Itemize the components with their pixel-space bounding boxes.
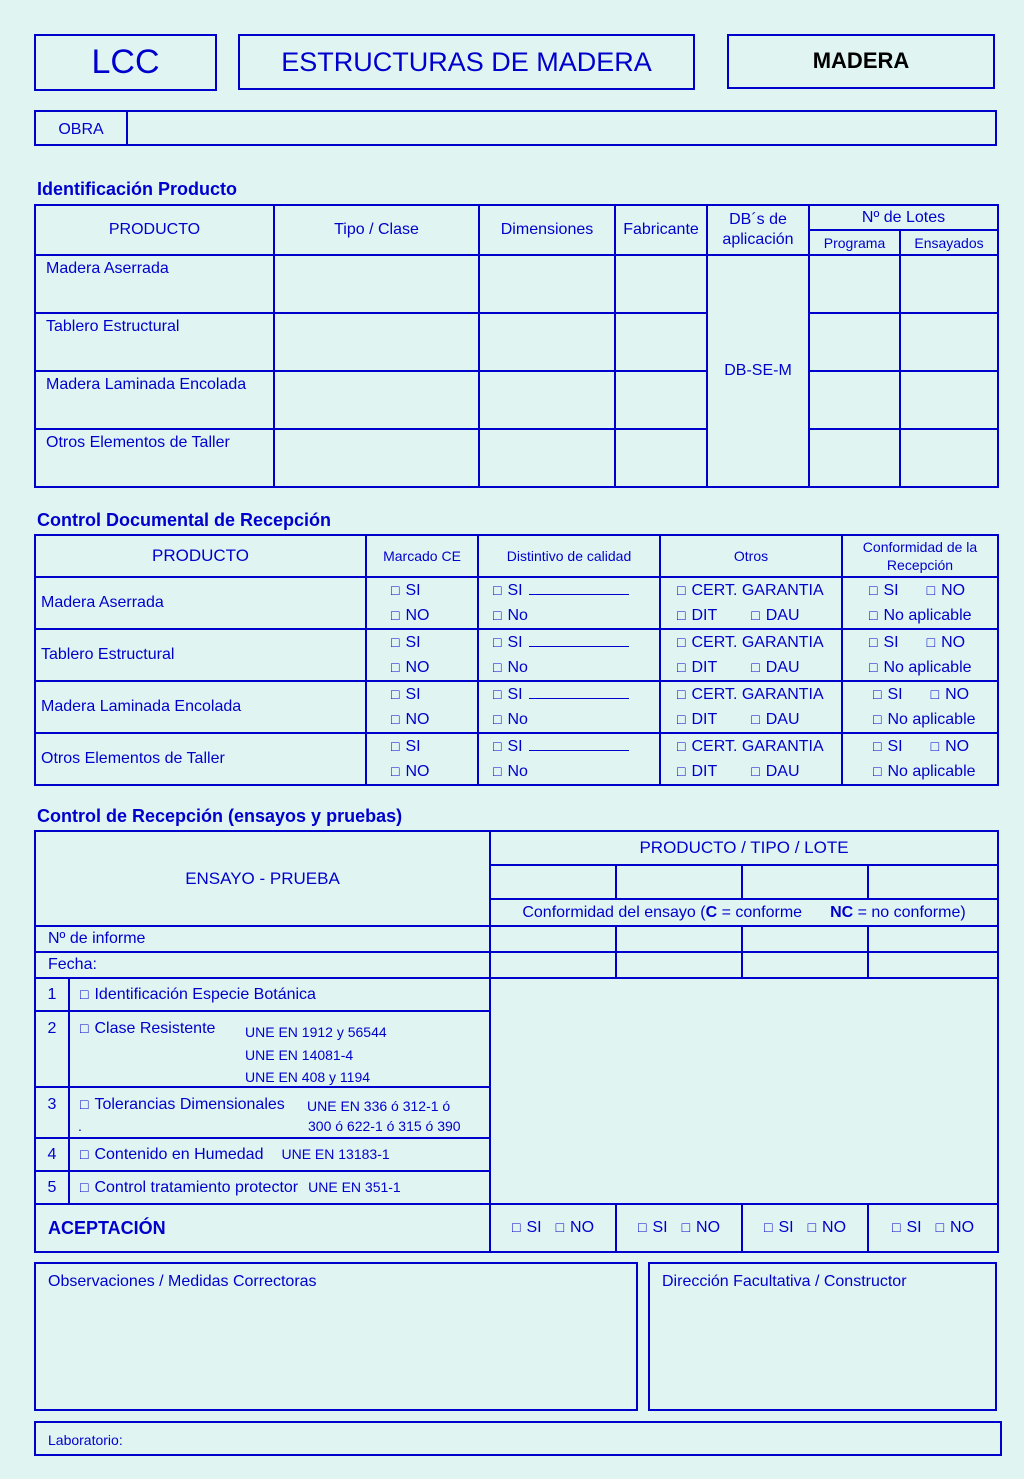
opt-no-aplicable: No aplicable bbox=[887, 711, 976, 728]
checkbox-icon bbox=[677, 734, 691, 759]
item-label: Identificación Especie Botánica bbox=[94, 985, 316, 1003]
informe-cell[interactable] bbox=[490, 926, 616, 952]
documental-row bbox=[35, 733, 998, 785]
norm-text: UNE EN 351-1 bbox=[308, 1178, 401, 1195]
cell-ensayados[interactable] bbox=[900, 313, 998, 371]
opt-si: SI bbox=[887, 686, 903, 703]
norm-text: UNE EN 408 y 1194 bbox=[245, 1069, 371, 1085]
opt-no: NO bbox=[945, 738, 970, 755]
nc-text: = no conforme) bbox=[853, 903, 966, 921]
opt-no-aplicable: No aplicable bbox=[883, 659, 972, 676]
checkbox-icon bbox=[80, 986, 94, 1003]
checkbox-icon bbox=[391, 734, 405, 759]
item-label: Control tratamiento protector bbox=[94, 1178, 299, 1196]
informe-cell[interactable] bbox=[742, 926, 868, 952]
opt-si: SI bbox=[405, 686, 421, 703]
checkbox-icon bbox=[80, 1146, 94, 1163]
opt-si: SI bbox=[507, 582, 523, 599]
norm-text: UNE EN 336 ó 312-1 ó bbox=[307, 1098, 451, 1114]
cell-ensayados[interactable] bbox=[900, 255, 998, 313]
section-identificacion-title: Identificación Producto bbox=[37, 179, 238, 199]
header-tipo-clase: Tipo / Clase bbox=[274, 205, 479, 255]
opt-no: No bbox=[507, 763, 528, 780]
checkbox-icon bbox=[80, 1179, 94, 1196]
row-label: Madera Aserrada bbox=[35, 255, 274, 313]
doc-header-conformidad: Conformidad de la Recepción bbox=[842, 535, 998, 577]
cell-tipo[interactable] bbox=[274, 429, 479, 487]
documental-table bbox=[34, 534, 999, 786]
checkbox-icon bbox=[751, 707, 765, 732]
producto-tipo-lote-header: PRODUCTO / TIPO / LOTE bbox=[490, 831, 998, 865]
nc-code: NC bbox=[830, 903, 854, 921]
aceptacion-no: NO bbox=[570, 1219, 595, 1236]
lote-cell[interactable] bbox=[868, 865, 998, 899]
lote-cell[interactable] bbox=[490, 865, 616, 899]
c-code: C bbox=[705, 903, 718, 921]
marcado-ce-cell[interactable] bbox=[366, 733, 478, 785]
category-box bbox=[727, 34, 995, 89]
conformidad-cell[interactable] bbox=[842, 733, 998, 785]
opt-no-aplicable: No aplicable bbox=[887, 763, 976, 780]
section-documental-title: Control Documental de Recepción bbox=[37, 510, 332, 530]
opt-no: NO bbox=[941, 582, 966, 599]
opt-si: SI bbox=[883, 634, 899, 651]
informe-label: Nº de informe bbox=[35, 926, 490, 952]
opt-dau: DAU bbox=[765, 763, 800, 780]
ensayos-table bbox=[34, 830, 999, 1253]
item-number: 3 bbox=[35, 1087, 69, 1138]
opt-dau: DAU bbox=[765, 607, 800, 624]
db-value: DB-SE-M bbox=[707, 255, 809, 487]
checkbox-icon bbox=[391, 578, 405, 603]
checkbox-icon bbox=[869, 630, 883, 655]
cell-fabricante[interactable] bbox=[615, 371, 707, 429]
checkbox-icon bbox=[677, 682, 691, 707]
opt-no-aplicable: No aplicable bbox=[883, 607, 972, 624]
checkbox-icon bbox=[493, 734, 507, 759]
conformidad-cell[interactable] bbox=[842, 577, 998, 629]
checkbox-icon bbox=[892, 1219, 906, 1236]
header-producto: PRODUCTO bbox=[35, 205, 274, 255]
opt-dit: DIT bbox=[691, 659, 718, 676]
checkbox-icon bbox=[391, 759, 405, 784]
documental-row bbox=[35, 629, 998, 681]
distintivo-field[interactable] bbox=[529, 580, 629, 595]
checkbox-icon bbox=[873, 759, 887, 784]
cell-dimensiones[interactable] bbox=[479, 429, 615, 487]
checkbox-icon bbox=[677, 707, 691, 732]
opt-no: NO bbox=[405, 607, 430, 624]
otros-cell[interactable] bbox=[660, 733, 842, 785]
opt-si: SI bbox=[405, 634, 421, 651]
opt-cert: CERT. GARANTIA bbox=[691, 582, 824, 599]
lote-cell[interactable] bbox=[742, 865, 868, 899]
checkbox-icon bbox=[927, 578, 941, 603]
checkbox-icon bbox=[927, 630, 941, 655]
doc-row-label: Madera Aserrada bbox=[35, 577, 366, 629]
page-title: ESTRUCTURAS DE MADERA bbox=[281, 47, 652, 77]
row-label: Otros Elementos de Taller bbox=[35, 429, 274, 487]
checkbox-icon bbox=[556, 1219, 570, 1236]
direccion-box[interactable] bbox=[648, 1262, 997, 1411]
otros-cell[interactable] bbox=[660, 681, 842, 733]
cell-fabricante[interactable] bbox=[615, 429, 707, 487]
fecha-cell[interactable] bbox=[616, 952, 742, 978]
checkbox-icon bbox=[764, 1219, 778, 1236]
checkbox-icon bbox=[493, 655, 507, 680]
row-label: Tablero Estructural bbox=[35, 313, 274, 371]
logo: LCC bbox=[91, 43, 160, 81]
item-label: Clase Resistente bbox=[94, 1020, 216, 1037]
cell-programa[interactable] bbox=[809, 255, 900, 313]
item-5[interactable] bbox=[69, 1171, 490, 1204]
cell-fabricante[interactable] bbox=[615, 313, 707, 371]
aceptacion-si: SI bbox=[652, 1219, 668, 1236]
opt-si: SI bbox=[507, 686, 523, 703]
checkbox-icon bbox=[677, 603, 691, 628]
opt-dau: DAU bbox=[765, 659, 800, 676]
doc-row-label: Tablero Estructural bbox=[35, 629, 366, 681]
checkbox-icon bbox=[677, 630, 691, 655]
checkbox-icon bbox=[391, 707, 405, 732]
opt-si: SI bbox=[405, 738, 421, 755]
aceptacion-cell[interactable] bbox=[490, 1204, 616, 1252]
cell-ensayados[interactable] bbox=[900, 429, 998, 487]
section-ensayos-title: Control de Recepción (ensayos y pruebas) bbox=[37, 806, 403, 826]
aceptacion-cell[interactable] bbox=[742, 1204, 868, 1252]
doc-row-label: Madera Laminada Encolada bbox=[35, 681, 366, 733]
fecha-cell[interactable] bbox=[490, 952, 616, 978]
documental-row bbox=[35, 577, 998, 629]
item-2[interactable] bbox=[69, 1011, 490, 1087]
cell-dimensiones[interactable] bbox=[479, 371, 615, 429]
opt-cert: CERT. GARANTIA bbox=[691, 634, 824, 651]
cell-ensayados[interactable] bbox=[900, 371, 998, 429]
item-number: 4 bbox=[35, 1138, 69, 1171]
fecha-cell[interactable] bbox=[742, 952, 868, 978]
item-1[interactable] bbox=[69, 978, 490, 1011]
aceptacion-no: NO bbox=[822, 1219, 847, 1236]
marcado-ce-cell[interactable] bbox=[366, 681, 478, 733]
opt-si: SI bbox=[507, 738, 523, 755]
aceptacion-cell[interactable] bbox=[868, 1204, 998, 1252]
checkbox-icon bbox=[869, 655, 883, 680]
checkbox-icon bbox=[751, 759, 765, 784]
distintivo-field[interactable] bbox=[529, 632, 629, 647]
checkbox-icon bbox=[751, 603, 765, 628]
conformidad-prefix: Conformidad del ensayo ( bbox=[522, 903, 706, 921]
opt-si: SI bbox=[405, 582, 421, 599]
opt-si: SI bbox=[507, 634, 523, 651]
header-ensayados: Ensayados bbox=[900, 230, 998, 255]
cell-tipo[interactable] bbox=[274, 371, 479, 429]
opt-cert: CERT. GARANTIA bbox=[691, 738, 824, 755]
norm-text: UNE EN 13183-1 bbox=[281, 1145, 390, 1162]
opt-dit: DIT bbox=[691, 763, 718, 780]
otros-cell[interactable] bbox=[660, 629, 842, 681]
cell-programa[interactable] bbox=[809, 371, 900, 429]
aceptacion-si: SI bbox=[906, 1219, 922, 1236]
checkbox-icon bbox=[493, 682, 507, 707]
checkbox-icon bbox=[80, 1020, 94, 1037]
cell-fabricante[interactable] bbox=[615, 255, 707, 313]
identificacion-table bbox=[34, 204, 999, 488]
distintivo-cell[interactable] bbox=[478, 629, 660, 681]
item-number: 2 bbox=[35, 1011, 69, 1087]
item-label: Contenido en Humedad bbox=[94, 1145, 264, 1163]
norm-text: 300 ó 622-1 ó 315 ó 390 bbox=[308, 1118, 461, 1134]
opt-no: NO bbox=[405, 763, 430, 780]
checkbox-icon bbox=[682, 1219, 696, 1236]
doc-header-producto: PRODUCTO bbox=[35, 535, 366, 577]
results-area[interactable] bbox=[490, 978, 998, 1204]
item-number: 1 bbox=[35, 978, 69, 1011]
informe-cell[interactable] bbox=[868, 926, 998, 952]
header-dbs: DB´s de aplicación bbox=[707, 205, 809, 255]
checkbox-icon bbox=[931, 682, 945, 707]
checkbox-icon bbox=[808, 1219, 822, 1236]
opt-no: NO bbox=[941, 634, 966, 651]
documental-row bbox=[35, 681, 998, 733]
checkbox-icon bbox=[493, 578, 507, 603]
checkbox-icon bbox=[391, 655, 405, 680]
checkbox-icon bbox=[869, 578, 883, 603]
cell-programa[interactable] bbox=[809, 429, 900, 487]
cell-tipo[interactable] bbox=[274, 255, 479, 313]
checkbox-icon bbox=[391, 682, 405, 707]
opt-no: NO bbox=[405, 711, 430, 728]
laboratorio-label: Laboratorio: bbox=[48, 1432, 123, 1448]
header-programa: Programa bbox=[809, 230, 900, 255]
c-text: = conforme bbox=[717, 903, 803, 921]
checkbox-icon bbox=[512, 1219, 526, 1236]
distintivo-cell[interactable] bbox=[478, 577, 660, 629]
informe-cell[interactable] bbox=[616, 926, 742, 952]
checkbox-icon bbox=[873, 707, 887, 732]
row-label: Madera Laminada Encolada bbox=[35, 371, 274, 429]
opt-dit: DIT bbox=[691, 607, 718, 624]
doc-header-distintivo: Distintivo de calidad bbox=[478, 535, 660, 577]
cell-tipo[interactable] bbox=[274, 313, 479, 371]
cell-dimensiones[interactable] bbox=[479, 255, 615, 313]
checkbox-icon bbox=[677, 578, 691, 603]
conformidad-cell[interactable] bbox=[842, 681, 998, 733]
opt-no: NO bbox=[945, 686, 970, 703]
checkbox-icon bbox=[677, 759, 691, 784]
item-label: Tolerancias Dimensionales bbox=[94, 1096, 285, 1113]
checkbox-icon bbox=[751, 655, 765, 680]
laboratorio-box[interactable] bbox=[34, 1421, 1002, 1456]
checkbox-icon bbox=[493, 707, 507, 732]
doc-row-label: Otros Elementos de Taller bbox=[35, 733, 366, 785]
opt-no: No bbox=[507, 711, 528, 728]
checkbox-icon bbox=[493, 759, 507, 784]
opt-si: SI bbox=[883, 582, 899, 599]
opt-cert: CERT. GARANTIA bbox=[691, 686, 824, 703]
conformidad-cell[interactable] bbox=[842, 629, 998, 681]
distintivo-cell[interactable] bbox=[478, 681, 660, 733]
observaciones-box[interactable] bbox=[34, 1262, 638, 1411]
checkbox-icon bbox=[936, 1219, 950, 1236]
opt-dit: DIT bbox=[691, 711, 718, 728]
cell-dimensiones[interactable] bbox=[479, 313, 615, 371]
observaciones-label: Observaciones / Medidas Correctoras bbox=[48, 1273, 317, 1290]
category-label: MADERA bbox=[812, 48, 910, 73]
opt-no: NO bbox=[405, 659, 430, 676]
fecha-label: Fecha: bbox=[35, 952, 490, 978]
checkbox-icon bbox=[873, 682, 887, 707]
direccion-label: Dirección Facultativa / Constructor bbox=[662, 1273, 907, 1290]
checkbox-icon bbox=[391, 630, 405, 655]
doc-header-marcado: Marcado CE bbox=[366, 535, 478, 577]
opt-no: No bbox=[507, 607, 528, 624]
checkbox-icon bbox=[869, 603, 883, 628]
distintivo-field[interactable] bbox=[529, 736, 629, 751]
item-number: 5 bbox=[35, 1171, 69, 1204]
checkbox-icon bbox=[391, 603, 405, 628]
obra-field[interactable] bbox=[130, 112, 995, 144]
opt-si: SI bbox=[887, 738, 903, 755]
norm-dot: . bbox=[78, 1118, 82, 1134]
distintivo-field[interactable] bbox=[529, 684, 629, 699]
logo-box bbox=[34, 34, 217, 91]
header-fabricante: Fabricante bbox=[615, 205, 707, 255]
ensayo-prueba-header: ENSAYO - PRUEBA bbox=[35, 831, 490, 926]
opt-dau: DAU bbox=[765, 711, 800, 728]
header-dimensiones: Dimensiones bbox=[479, 205, 615, 255]
distintivo-cell[interactable] bbox=[478, 733, 660, 785]
aceptacion-no: NO bbox=[696, 1219, 721, 1236]
item-4[interactable] bbox=[69, 1138, 490, 1171]
doc-header-otros: Otros bbox=[660, 535, 842, 577]
otros-cell[interactable] bbox=[660, 577, 842, 629]
checkbox-icon bbox=[677, 655, 691, 680]
checkbox-icon bbox=[638, 1219, 652, 1236]
marcado-ce-cell[interactable] bbox=[366, 577, 478, 629]
header-lotes: Nº de Lotes bbox=[809, 205, 998, 230]
checkbox-icon bbox=[931, 734, 945, 759]
aceptacion-si: SI bbox=[526, 1219, 542, 1236]
fecha-cell[interactable] bbox=[868, 952, 998, 978]
norm-text: UNE EN 1912 y 56544 bbox=[245, 1024, 387, 1040]
aceptacion-no: NO bbox=[950, 1219, 975, 1236]
lote-cell[interactable] bbox=[616, 865, 742, 899]
conformidad-ensayo-legend bbox=[490, 899, 998, 926]
aceptacion-label: ACEPTACIÓN bbox=[35, 1204, 490, 1252]
aceptacion-cell[interactable] bbox=[616, 1204, 742, 1252]
norm-text: UNE EN 14081-4 bbox=[245, 1047, 354, 1063]
opt-no: No bbox=[507, 659, 528, 676]
aceptacion-si: SI bbox=[778, 1219, 794, 1236]
checkbox-icon bbox=[873, 734, 887, 759]
item-3[interactable] bbox=[69, 1087, 490, 1138]
marcado-ce-cell[interactable] bbox=[366, 629, 478, 681]
obra-label: OBRA bbox=[36, 112, 128, 144]
checkbox-icon bbox=[493, 630, 507, 655]
checkbox-icon bbox=[80, 1096, 94, 1113]
cell-programa[interactable] bbox=[809, 313, 900, 371]
title-box bbox=[238, 34, 695, 90]
obra-row bbox=[34, 110, 997, 146]
checkbox-icon bbox=[493, 603, 507, 628]
